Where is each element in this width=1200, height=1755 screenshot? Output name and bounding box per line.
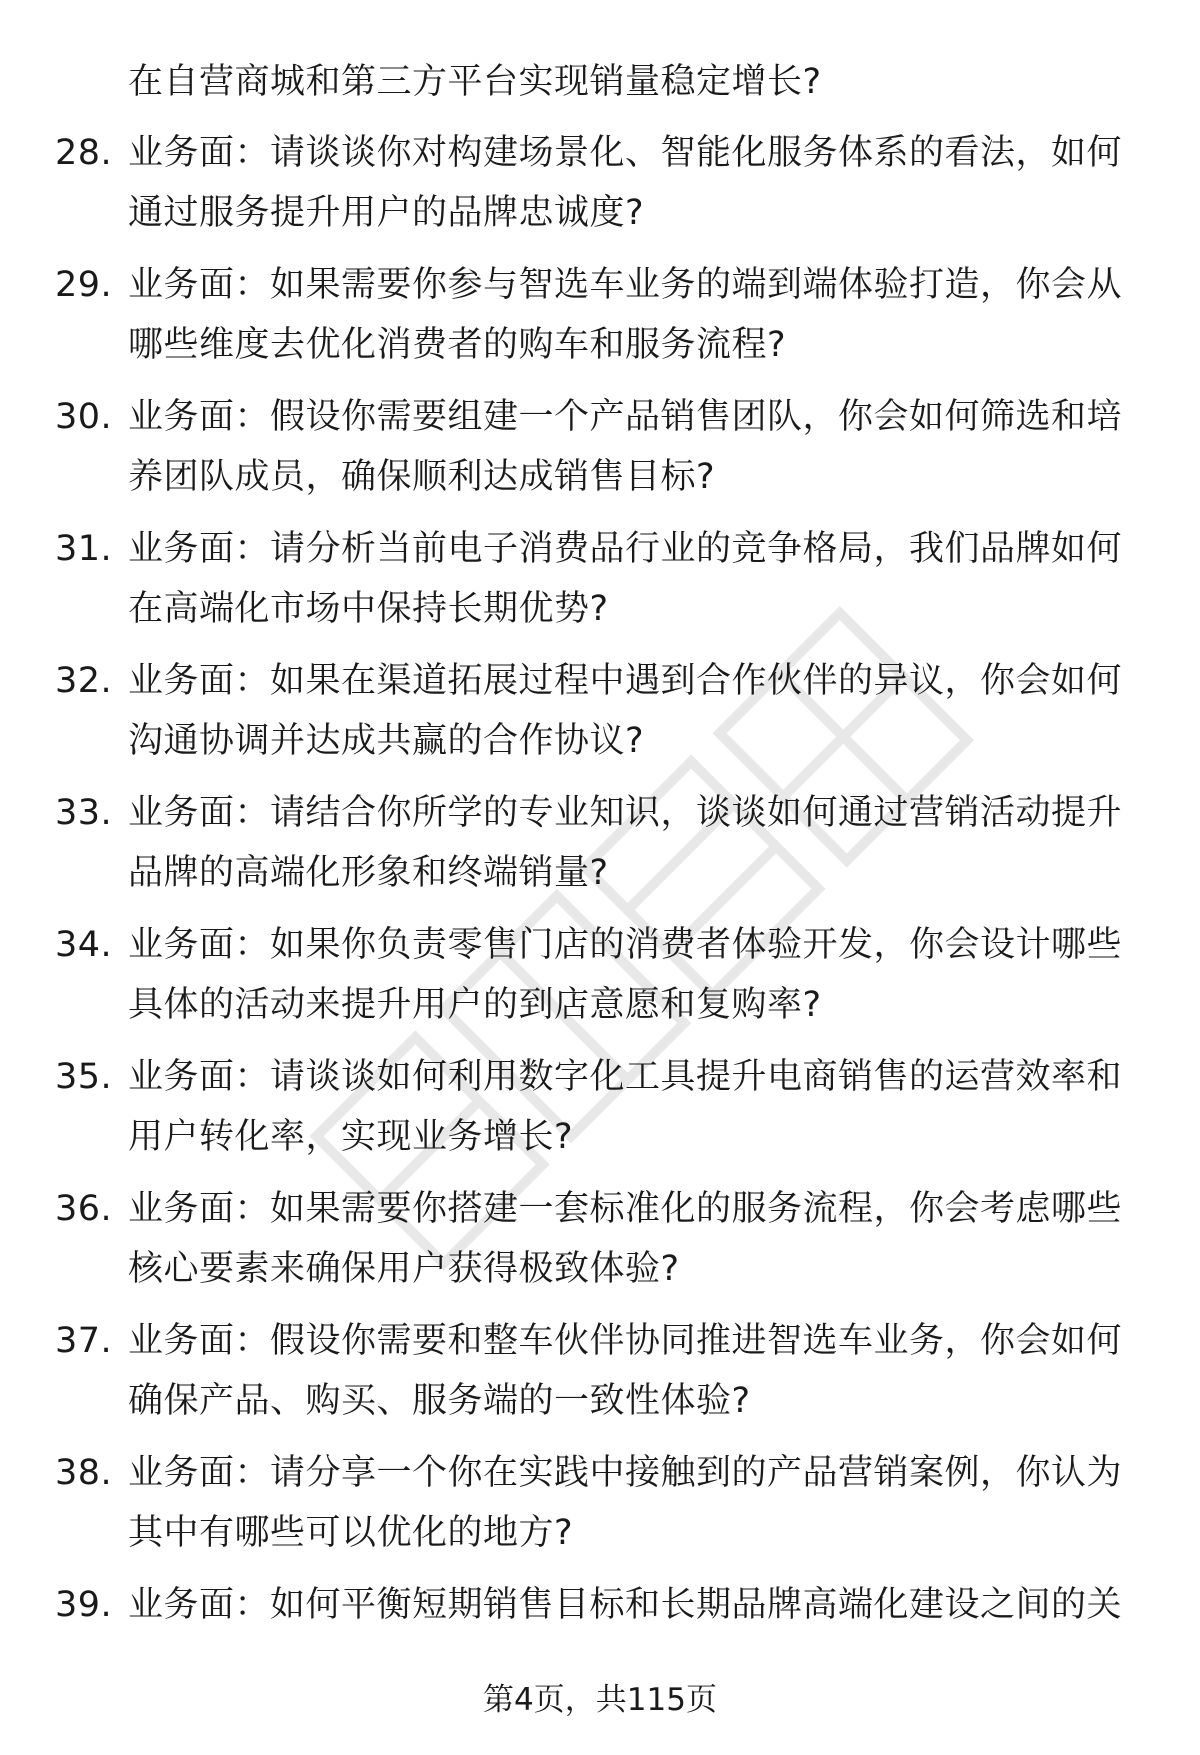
question-text: 业务面：请结合你所学的专业知识，谈谈如何通过营销活动提升品牌的高端化形象和终端销量? <box>128 793 1123 893</box>
question-item <box>55 519 1145 639</box>
continuation-text: 在自营商城和第三方平台实现销量稳定增长? <box>128 62 822 102</box>
question-item <box>55 783 1145 903</box>
question-text: 业务面：假设你需要和整车伙伴协同推进智选车业务，你会如何确保产品、购买、服务端的一致性体验? <box>128 1321 1123 1421</box>
question-item <box>55 1575 1145 1635</box>
question-text: 业务面：如果你负责零售门店的消费者体验开发，你会设计哪些具体的活动来提升用户的到店意愿和复购率? <box>128 925 1123 1025</box>
question-item <box>55 255 1145 375</box>
question-text: 业务面：请谈谈如何利用数字化工具提升电商销售的运营效率和用户转化率，实现业务增长? <box>128 1057 1123 1157</box>
question-number: 31. <box>55 529 113 569</box>
question-number: 35. <box>55 1057 113 1097</box>
question-text: 业务面：请分析当前电子消费品行业的竞争格局，我们品牌如何在高端化市场中保持长期优势? <box>128 529 1123 629</box>
question-number: 32. <box>55 661 113 701</box>
question-item <box>55 1179 1145 1299</box>
question-number: 30. <box>55 397 113 437</box>
question-text: 业务面：请谈谈你对构建场景化、智能化服务体系的看法，如何通过服务提升用户的品牌忠诚度? <box>128 133 1123 233</box>
question-item <box>55 1443 1145 1563</box>
question-number: 37. <box>55 1321 113 1361</box>
question-text: 业务面：请分享一个你在实践中接触到的产品营销案例，你认为其中有哪些可以优化的地方? <box>128 1453 1123 1553</box>
question-item <box>55 1047 1145 1167</box>
question-number: 34. <box>55 925 113 965</box>
question-list <box>55 52 1145 1647</box>
question-number: 29. <box>55 265 113 305</box>
question-item <box>55 387 1145 507</box>
question-text: 业务面：如何平衡短期销售目标和长期品牌高端化建设之间的关 <box>128 1585 1123 1625</box>
question-number: 33. <box>55 793 113 833</box>
question-item <box>55 915 1145 1035</box>
question-text: 业务面：如果需要你搭建一套标准化的服务流程，你会考虑哪些核心要素来确保用户获得极致体验? <box>128 1189 1123 1289</box>
question-item <box>55 1311 1145 1431</box>
question-item <box>55 651 1145 771</box>
question-number: 38. <box>55 1453 113 1493</box>
question-number: 39. <box>55 1585 113 1625</box>
question-text: 业务面：假设你需要组建一个产品销售团队，你会如何筛选和培养团队成员，确保顺利达成销售目标? <box>128 397 1123 497</box>
question-number: 36. <box>55 1189 113 1229</box>
question-text: 业务面：如果在渠道拓展过程中遇到合作伙伴的异议，你会如何沟通协调并达成共赢的合作协议? <box>128 661 1123 761</box>
question-text: 业务面：如果需要你参与智选车业务的端到端体验打造，你会从哪些维度去优化消费者的购车和服务流程? <box>128 265 1123 365</box>
question-number: 28. <box>55 133 113 173</box>
page-footer: 第4页，共115页 <box>483 1682 717 1718</box>
question-item <box>55 123 1145 243</box>
